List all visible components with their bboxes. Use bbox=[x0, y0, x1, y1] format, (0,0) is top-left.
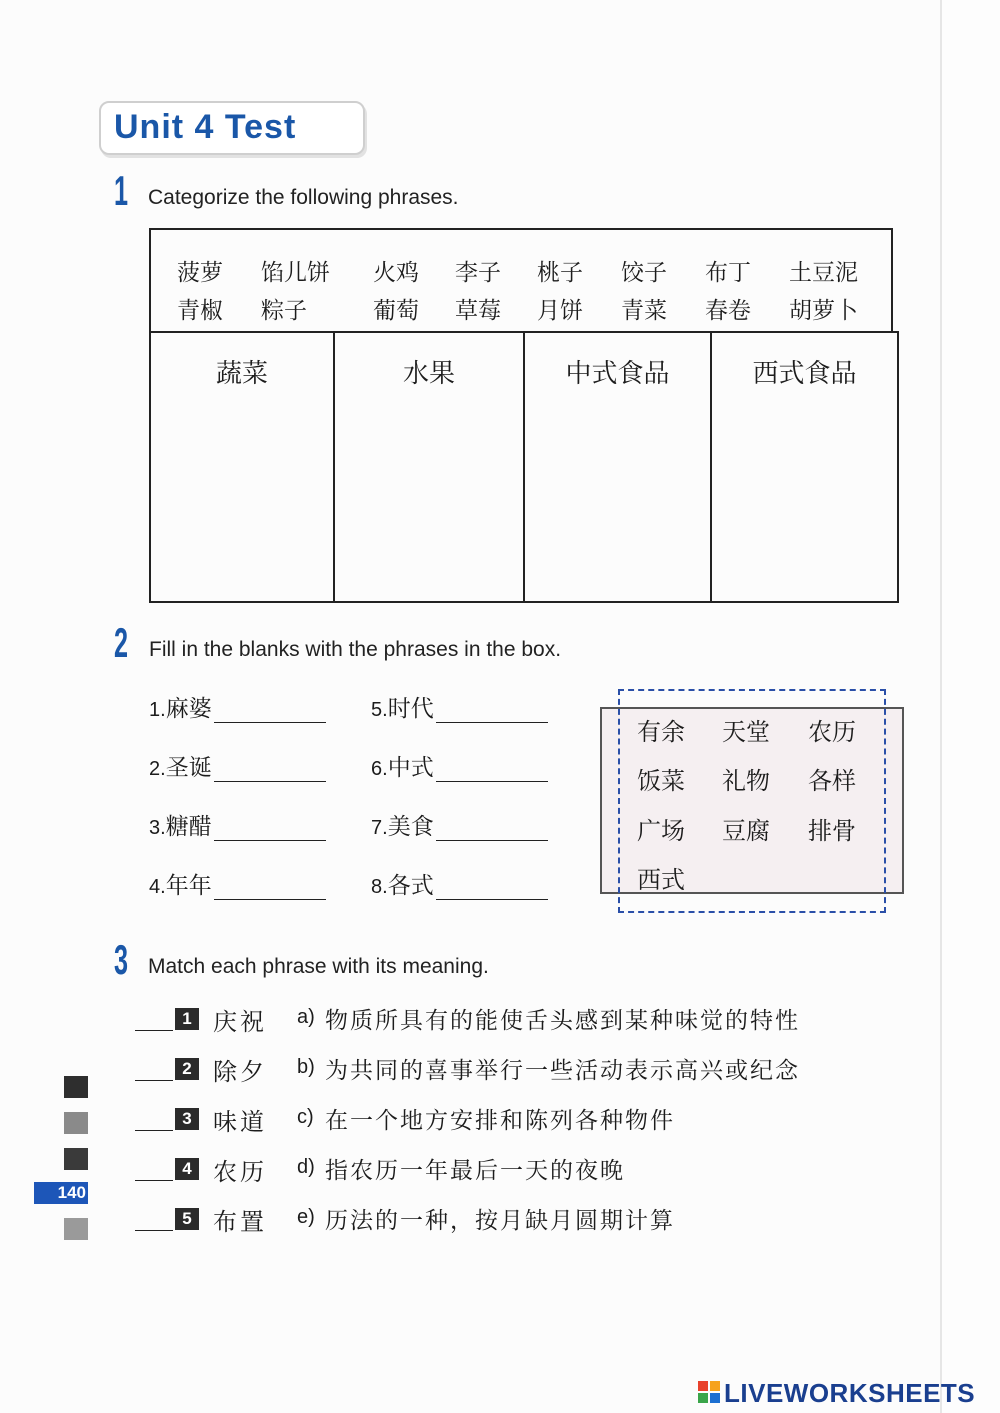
section-3-number: 3 bbox=[114, 936, 129, 983]
category-heading: 西式食品 bbox=[752, 359, 857, 389]
section-2-number: 2 bbox=[114, 619, 129, 666]
liveworksheets-logo-icon bbox=[698, 1381, 720, 1403]
item-text: 麻婆 bbox=[165, 696, 212, 722]
word: 胡萝卜 bbox=[789, 298, 858, 324]
phrase-option[interactable]: 有余 bbox=[637, 718, 685, 746]
word: 青椒 bbox=[177, 298, 223, 324]
item-number: 5. bbox=[371, 699, 388, 721]
item-text: 各式 bbox=[387, 873, 434, 899]
word: 桃子 bbox=[537, 260, 583, 286]
match-phrase: 庆祝 bbox=[213, 1008, 267, 1036]
word: 草莓 bbox=[455, 298, 501, 324]
category-column-fruits[interactable] bbox=[333, 333, 523, 601]
word: 春卷 bbox=[705, 298, 751, 324]
meaning-letter: d) bbox=[297, 1156, 315, 1178]
match-answer-blank[interactable] bbox=[135, 1230, 173, 1231]
match-answer-blank[interactable] bbox=[135, 1080, 173, 1081]
answer-blank[interactable] bbox=[436, 700, 548, 723]
number-badge: 3 bbox=[175, 1108, 199, 1130]
match-phrase: 味道 bbox=[213, 1108, 267, 1136]
meaning-text: 历法的一种，按月缺月圆期计算 bbox=[325, 1208, 675, 1234]
answer-blank[interactable] bbox=[436, 877, 548, 900]
meaning-letter: c) bbox=[297, 1106, 314, 1128]
item-text: 年年 bbox=[165, 873, 212, 899]
item-text: 美食 bbox=[387, 814, 434, 840]
word: 馅儿饼 bbox=[261, 260, 330, 286]
item-text: 时代 bbox=[387, 696, 434, 722]
answer-blank[interactable] bbox=[214, 759, 326, 782]
phrase-option[interactable]: 豆腐 bbox=[722, 817, 770, 845]
margin-tab bbox=[64, 1076, 88, 1098]
fill-item-1 bbox=[149, 690, 326, 723]
item-text: 糖醋 bbox=[165, 814, 212, 840]
phrase-option[interactable]: 各样 bbox=[808, 767, 856, 795]
phrase-option[interactable]: 饭菜 bbox=[637, 767, 685, 795]
word: 月饼 bbox=[537, 298, 583, 324]
word: 饺子 bbox=[621, 260, 667, 286]
answer-blank[interactable] bbox=[436, 818, 548, 841]
fill-item-4 bbox=[149, 867, 326, 900]
section-1-instruction: Categorize the following phrases. bbox=[148, 186, 459, 209]
phrase-option[interactable]: 农历 bbox=[808, 718, 856, 746]
number-badge: 5 bbox=[175, 1208, 199, 1230]
answer-blank[interactable] bbox=[214, 877, 326, 900]
meaning-letter: e) bbox=[297, 1206, 315, 1228]
item-number: 2. bbox=[149, 758, 166, 780]
category-column-western-food[interactable] bbox=[710, 333, 897, 601]
watermark-text: LIVEWORKSHEETS bbox=[724, 1378, 976, 1408]
fill-item-8 bbox=[371, 867, 548, 900]
section-2-instruction: Fill in the blanks with the phrases in the box. bbox=[149, 638, 562, 661]
answer-blank[interactable] bbox=[436, 759, 548, 782]
page-number: 140 bbox=[34, 1182, 88, 1204]
phrase-option[interactable]: 礼物 bbox=[722, 767, 770, 795]
meaning-text: 为共同的喜事举行一些活动表示高兴或纪念 bbox=[325, 1058, 800, 1084]
match-answer-blank[interactable] bbox=[135, 1180, 173, 1181]
margin-tab bbox=[64, 1218, 88, 1240]
item-number: 8. bbox=[371, 876, 388, 898]
word: 火鸡 bbox=[373, 260, 419, 286]
meaning-text: 指农历一年最后一天的夜晚 bbox=[325, 1158, 625, 1184]
word: 菠萝 bbox=[177, 260, 223, 286]
meaning-text: 物质所具有的能使舌头感到某种味觉的特性 bbox=[325, 1008, 800, 1034]
number-badge: 1 bbox=[175, 1008, 199, 1030]
fill-item-6 bbox=[371, 749, 548, 782]
item-number: 1. bbox=[149, 699, 166, 721]
word: 李子 bbox=[455, 260, 501, 286]
page-title: Unit 4 Test bbox=[114, 108, 297, 146]
fill-item-7 bbox=[371, 808, 548, 841]
word: 葡萄 bbox=[373, 298, 419, 324]
item-text: 圣诞 bbox=[165, 755, 212, 781]
meaning-letter: a) bbox=[297, 1006, 315, 1028]
category-heading: 中式食品 bbox=[565, 359, 670, 389]
phrase-option[interactable]: 排骨 bbox=[808, 817, 856, 845]
number-badge: 4 bbox=[175, 1158, 199, 1180]
category-table bbox=[149, 331, 899, 603]
match-answer-blank[interactable] bbox=[135, 1030, 173, 1031]
word: 粽子 bbox=[261, 298, 307, 324]
item-number: 6. bbox=[371, 758, 388, 780]
item-number: 4. bbox=[149, 876, 166, 898]
word: 土豆泥 bbox=[789, 260, 858, 286]
margin-tab bbox=[64, 1112, 88, 1134]
item-number: 7. bbox=[371, 817, 388, 839]
match-phrase: 布置 bbox=[213, 1208, 267, 1236]
fill-item-3 bbox=[149, 808, 326, 841]
category-heading: 水果 bbox=[402, 359, 455, 389]
section-1-number: 1 bbox=[114, 167, 129, 214]
answer-blank[interactable] bbox=[214, 700, 326, 723]
fill-item-5 bbox=[371, 690, 548, 723]
category-column-chinese-food[interactable] bbox=[523, 333, 710, 601]
match-phrase: 除夕 bbox=[213, 1058, 267, 1086]
word-bank bbox=[149, 228, 893, 332]
category-heading: 蔬菜 bbox=[215, 359, 268, 389]
phrase-option[interactable]: 广场 bbox=[637, 817, 685, 845]
word: 青菜 bbox=[621, 298, 667, 324]
phrase-option[interactable]: 西式 bbox=[637, 866, 685, 894]
section-3-instruction: Match each phrase with its meaning. bbox=[148, 955, 489, 978]
meaning-text: 在一个地方安排和陈列各种物件 bbox=[325, 1108, 675, 1134]
phrase-option[interactable]: 天堂 bbox=[722, 718, 770, 746]
meaning-letter: b) bbox=[297, 1056, 315, 1078]
match-answer-blank[interactable] bbox=[135, 1130, 173, 1131]
category-column-vegetables[interactable] bbox=[151, 333, 333, 601]
fill-item-2 bbox=[149, 749, 326, 782]
word: 布丁 bbox=[705, 260, 751, 286]
answer-blank[interactable] bbox=[214, 818, 326, 841]
number-badge: 2 bbox=[175, 1058, 199, 1080]
item-number: 3. bbox=[149, 817, 166, 839]
margin-tab bbox=[64, 1148, 88, 1170]
match-phrase: 农历 bbox=[213, 1158, 267, 1186]
item-text: 中式 bbox=[387, 755, 434, 781]
